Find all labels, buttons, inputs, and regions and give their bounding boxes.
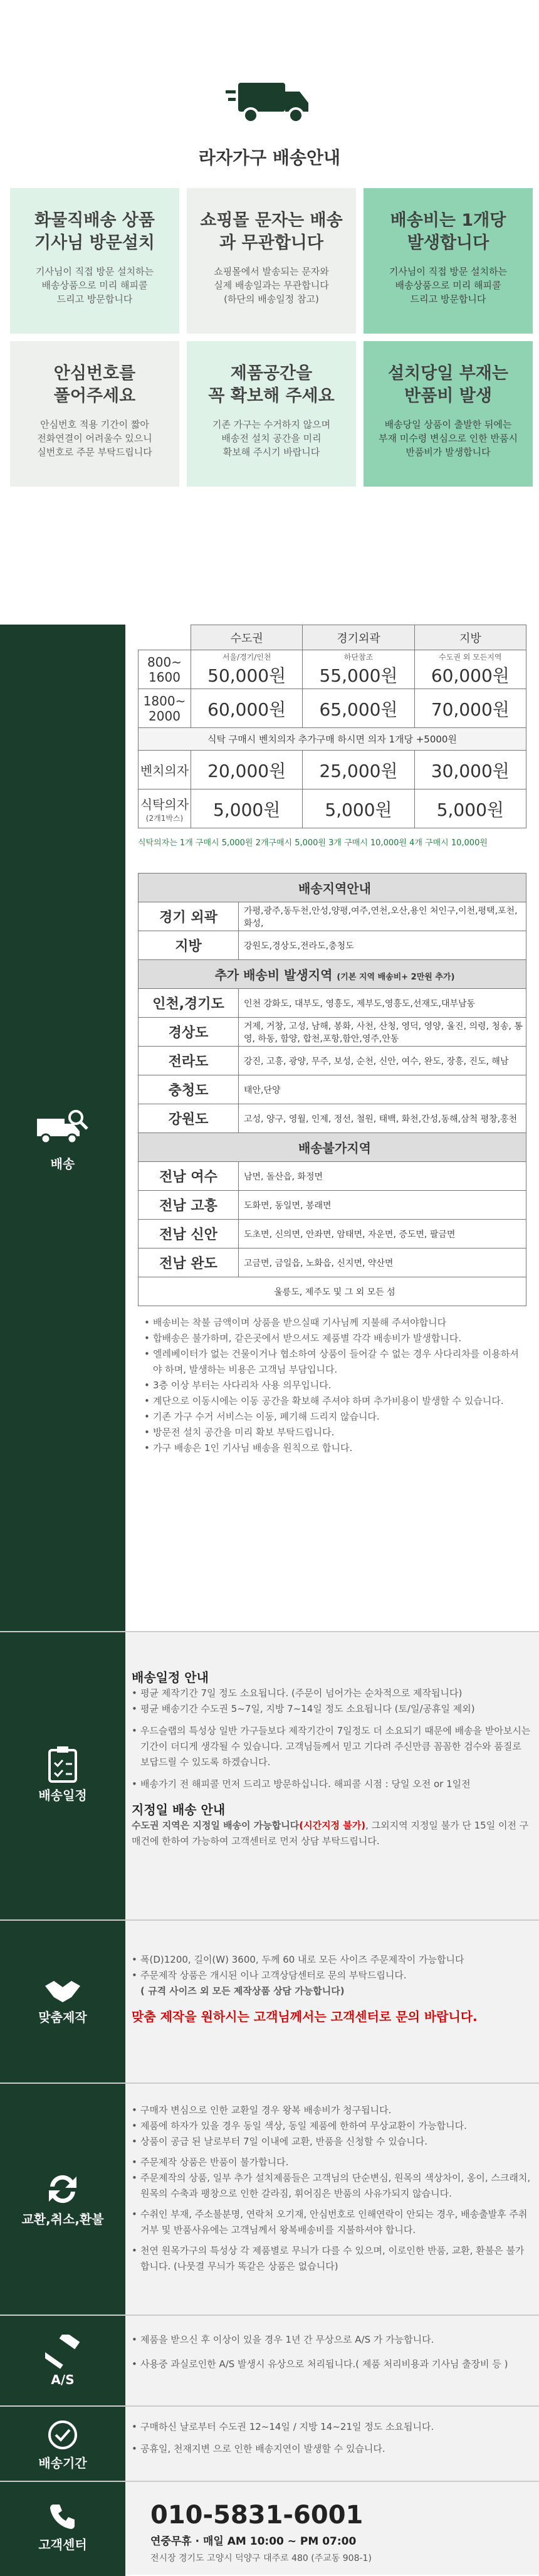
center-section <box>0 2481 539 2575</box>
custom-section <box>0 1919 539 2082</box>
sidebar-label-schedule: 배송일정 <box>38 1788 87 1803</box>
refresh-icon <box>45 2172 80 2207</box>
sidebar-delivery <box>0 625 125 1631</box>
sidebar-label-custom: 맞춤제작 <box>38 2010 87 2025</box>
delivery-content <box>125 625 539 1465</box>
sidebar-center <box>0 2482 125 2576</box>
delivery-section <box>0 625 539 1631</box>
sidebar-label-exchange: 교환,취소,환불 <box>21 2212 104 2227</box>
info-cards <box>0 188 539 487</box>
clipboard-icon <box>47 1745 78 1783</box>
sidebar-custom <box>0 1921 125 2084</box>
price-table: 수도권 경기외곽 지방 800~ 1600 서울/경기/인천 50,000원 하단참조 55,000원 수도권 외 모든지역 60,000원 1800~ 2000 60,000원 65,000원 70,000원 식탁 구매시 벤치의자 추가구매 하시면 의자 1개당 +5000원 벤치의자 20,000원 25,000원 30,000원 식탁의자 (2개1박스) 5,000원 5,000원 5,000원 <box>138 625 526 828</box>
sidebar-label-delivery: 배송 <box>50 1156 75 1171</box>
sidebar-as <box>0 2316 125 2407</box>
sidebar-label-as: A/S <box>51 2372 75 2387</box>
schedule-content: 배송일정 안내 • 평균 제작기간 7일 정도 소요됩니다. (주문이 넘어가는 순차적으로 제작됩니다) • 평균 배송기간 수도권 5~7일, 지방 7~14일 정도 소요됩니다 (토/일/공휴일 제외) • 우드슬랩의 특성상 일반 가구들보다 제작기간이 7일정도 더 소요되기 때문에 배송을 받아보시는 기간이 더디게 생각될 수 있습니다. 고객님들께서 믿고 기다려 주신만큼 꼼꼼한 검수와 품질로 보답드릴 수 있도록 하겠습니다. • 배송가기 전 해피콜 먼저 드리고 방문하십니다. 해피콜 시점 : 당일 오전 or 1일전 지정일 배송 안내 수도권 지역은 지정일 배송이 가능합니다(시간지정 불가), 그외지역 지정일 불가 단 15일 이전 구매건에 한하여 가능하여 고객센터로 먼저 상담 부탁드립니다. <box>125 1632 539 1858</box>
exchange-section <box>0 2082 539 2315</box>
card-fee-per-item: 배송비는 1개당 발생합니다 기사님이 직접 방문 설치하는 배송상품으로 미리 해피콜 드리고 방문합니다 <box>364 188 533 334</box>
period-content: • 구매하신 날로부터 수도권 12~14일 / 지방 14~21일 정도 소요됩니다. • 공휴일, 천재지변 으로 인한 배송지연이 발생할 수 있습니다. <box>125 2407 539 2466</box>
card-absence-fee: 설치당일 부재는 반품비 발생 배송당일 상품이 출발한 뒤에는 부재 미수령 변심으로 인한 반품시 반품비가 발생합니다 <box>364 341 533 487</box>
as-content: • 제품을 받으신 후 이상이 있을 경우 1년 간 무상으로 A/S 가 가능합니다. • 사용중 과실로인한 A/S 발생시 유상으로 처리됩니다.( 제품 처리비용과 기사님 출장비 등 ) <box>125 2316 539 2381</box>
card-space: 제품공간을 꼭 확보해 주세요 기존 가구는 수거하지 않으며 배송전 설치 공간을 미리 확보해 주시기 바랍니다 <box>187 341 356 487</box>
custom-content: • 폭(D)1200, 길이(W) 3600, 두께 60 내로 모든 사이즈 주문제작이 가능합니다 • 주문제작 상품은 개시된 이나 고객상담센터로 문의 부탁드립니다. ( 규격 사이즈 외 모든 제작상품 상담 가능합니다) 맞춤 제작을 원하시는 고객님께서는 고객센터로 문의 바랍니다. <box>125 1921 539 2034</box>
phone-icon <box>47 2501 78 2532</box>
phone-number[interactable]: 010-5831-6001 <box>150 2501 364 2530</box>
truck-icon <box>226 78 313 128</box>
delivery-notes: • 배송비는 착불 금액이며 상품을 받으실때 기사님께 지불해 주셔야합니다 • 합배송은 불가하며, 같은곳에서 받으셔도 제품별 각각 배송비가 발생합니다. • 엘레베이터가 없는 건물이거나 협소하여 상품이 들어갈 수 없는 경우 사다리차를 이용하셔야 하며, 발생하는 비용은 고객님 부담입니다. • 3층 이상 부터는 사다리차 사용 의무입니다. • 계단으로 이동시에는 이동 공간을 확보해 주셔야 하며 추가비용이 발생할 수 있습니다. • 기존 가구 수거 서비스는 이동, 폐기해 드리지 않습니다. • 방문전 설치 공간을 미리 확보 부탁드립니다. • 가구 배송은 1인 기사님 배송을 원칙으로 합니다. <box>138 1306 526 1465</box>
card-direct-install: 화물직배송 상품 기사님 방문설치 기사님이 직접 방문 설치하는 배송상품으로 미리 해피콜 드리고 방문합니다 <box>10 188 179 334</box>
center-content <box>125 2482 539 2564</box>
sidebar-label-center: 고객센터 <box>38 2537 87 2552</box>
period-section <box>0 2405 539 2481</box>
hero <box>0 0 539 188</box>
schedule-section <box>0 1631 539 1919</box>
showroom-address: 전시장 경기도 고양시 덕양구 대주로 480 (주교동 908-1) <box>150 2553 372 2563</box>
handshake-icon <box>44 1977 81 2005</box>
page-title: 라자가구 배송안내 <box>198 147 341 168</box>
hammer-icon <box>45 2335 80 2370</box>
business-hours: 연중무휴 · 매일 AM 10:00 ~ PM 07:00 <box>150 2535 357 2548</box>
chair-footnote: 식탁의자는 1개 구매시 5,000원 2개구매시 5,000원 3개 구매시 10,000원 4개 구매시 10,000원 <box>138 838 488 848</box>
sidebar-exchange <box>0 2084 125 2316</box>
area-table: 배송지역안내 경기 외곽 가평,광주,동두천,안성,양평,여주,연천,오산,용인 처인구,이천,평택,포천,화성, 지방 강원도,경상도,전라도,충청도 추가 배송비 발생지역 (기본 지역 배송비+ 2만원 추가) 인천,경기도 인천 강화도, 대부도, 영흥도, 제부도,영흥도,선재도,대부남동 경상도 거제, 거창, 고성, 남해, 봉화, 사천, 산청, 영덕, 영양, 울진, 의령, 청송, 통영, 하동, 함양, 합천,포항,함안,영주,안동 전라도 강진, 고흥, 광양, 무주, 보성, 순천, 신안, 여수, 완도, 장흥, 진도, 해남 충청도 태안,단양 강원도 고성, 양구, 영월, 인제, 정선, 철원, 태백, 화천,간성,동해,삼척 평창,홍천 배송불가지역 전남 여수 남면, 돌산읍, 화정면 전남 고흥 도화면, 동일면, 봉래면 전남 신안 도초면, 신의면, 안좌면, 암태면, 자운면, 증도면, 팔금면 전남 완도 고금면, 금일읍, 노화읍, 신지면, 약산면 울릉도, 제주도 및 그 외 모든 섬 <box>138 873 526 1306</box>
delivery-icon <box>34 1107 91 1151</box>
as-section <box>0 2315 539 2405</box>
sidebar-schedule <box>0 1632 125 1921</box>
sidebar-period <box>0 2407 125 2482</box>
check-circle-icon <box>47 2419 78 2451</box>
exchange-content: • 구매자 변심으로 인한 교환일 경우 왕복 배송비가 청구됩니다. • 제품에 하자가 있을 경우 동일 색상, 동일 제품에 한하여 무상교환이 가능합니다. • 상품이 공급 된 날로부터 7일 이내에 교환, 반품을 신청할 수 있습니다. • 주문제작 상품은 반품이 불가합니다. • 주문제작의 상품, 일부 추가 설치제품들은 고객님의 단순변심, 원목의 색상차이, 옹이, 스크래치, 원목의 수축과 팽창으로 인한 갈라짐, 휘어짐은 반품의 사유가되지 않습니다. • 수취인 부재, 주소불분명, 연락처 오기재, 안심번호로 인해연락이 안되는 경우, 배송출발후 주취거부 및 반품사유에는 고객님께서 왕복배송비를 지불하셔야 합니다. • 천연 원목가구의 특성상 각 제품별로 무늬가 다를 수 있으며, 이로인한 반품, 교환, 환불은 불가합니다. (나뭇결 무늬가 똑같은 상품은 없습니다) <box>125 2084 539 2283</box>
card-safe-number: 안심번호를 풀어주세요 안심번호 적용 기간이 짧아 전화연결이 어려울수 있으니 실번호로 주문 부탁드립니다 <box>10 341 179 487</box>
card-sms-notice: 쇼핑몰 문자는 배송 과 무관합니다 쇼핑몰에서 발송되는 문자와 실제 배송일과는 무관합니다 (하단의 배송일정 참고) <box>187 188 356 334</box>
sidebar-label-period: 배송기간 <box>38 2456 87 2471</box>
